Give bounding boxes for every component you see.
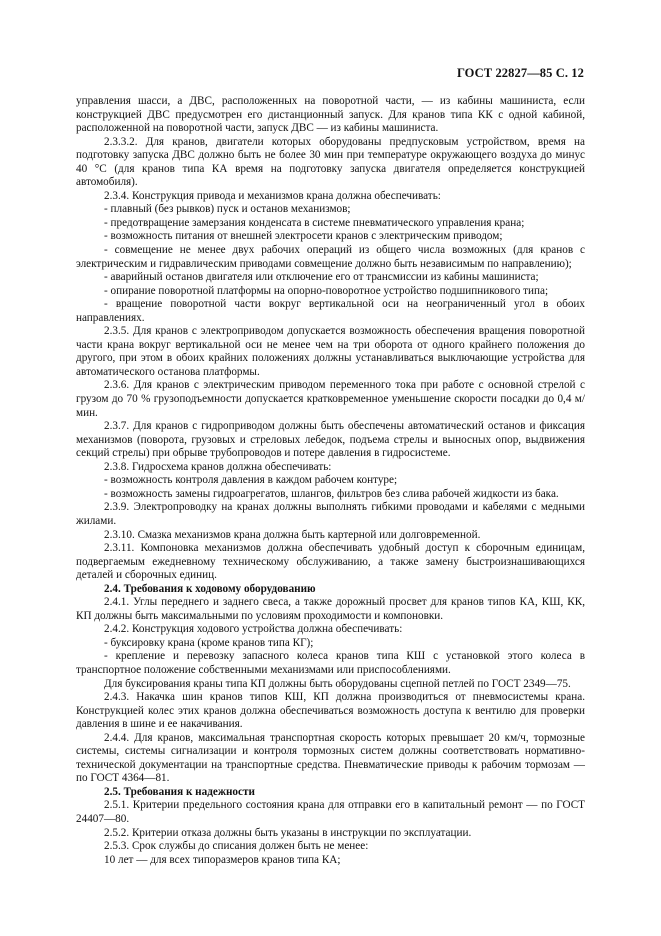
paragraph: управления шасси, а ДВС, расположенных на поворотной части, — из кабины машиниста, если конструкцией ДВС предусмотрен его дистанционный запуск. Для кранов типа КК с одной кабиной, расположенной на поворотной части, запуск ДВС — из кабины машиниста.	[76, 95, 585, 135]
list-item: - предотвращение замерзания конденсата в системе пневматического управления крана;	[104, 216, 525, 229]
paragraph: 2.3.4. Конструкция привода и механизмов крана должна обеспечивать:	[104, 189, 441, 202]
list-item: - аварийный останов двигателя или отключение его от трансмиссии из кабины машиниста;	[104, 271, 539, 284]
paragraph: 2.4.1. Углы переднего и заднего свеса, а также дорожный просвет для кранов типов КА, КШ, КК, КП должны быть максимальными по условиям проходимости и компоновки.	[76, 596, 585, 622]
paragraph: 2.3.3.2. Для кранов, двигатели которых оборудованы предпусковым устройством, время на подготовку запуска ДВС должно быть не более 30 мин при температуре окружающего воздуха до минус 40 °С (для кранов типа КА время на подготовку запуска двигателя определяется конструкцией автомобиля).	[76, 135, 585, 189]
list-item: - совмещение не менее двух рабочих операций из общего числа возможных (для кранов с электрическим и гидравлическим приводами совмещение должно быть независимым по направлению);	[76, 244, 585, 270]
paragraph: 2.3.10. Смазка механизмов крана должна быть картерной или долговременной.	[104, 528, 481, 541]
paragraph: 2.3.8. Гидросхема кранов должна обеспечивать:	[104, 460, 332, 473]
paragraph: Для буксирования краны типа КП должны быть оборудованы сцепной петлей по ГОСТ 2349—75.	[104, 677, 571, 690]
list-item: - возможность питания от внешней электросети кранов с электрическим приводом;	[104, 230, 503, 243]
section-heading: 2.4. Требования к ходовому оборудованию	[104, 582, 316, 595]
paragraph: 2.4.3. Накачка шин кранов типов КШ, КП должна производиться от пневмосистемы крана. Конструкцией колес этих кранов должна обеспечиваться возможность доступа к вентилю для проверки давления в шине и ее накачивания.	[76, 691, 585, 731]
paragraph: 2.5.2. Критерии отказа должны быть указаны в инструкции по эксплуатации.	[104, 826, 472, 839]
paragraph: 2.4.2. Конструкция ходового устройства должна обеспечивать:	[104, 623, 403, 636]
paragraph: 2.5.3. Срок службы до списания должен быть не менее:	[104, 840, 369, 853]
list-item: - буксировку крана (кроме кранов типа КГ);	[104, 636, 314, 649]
list-item: - плавный (без рывков) пуск и останов механизмов;	[104, 203, 351, 216]
paragraph: 2.4.4. Для кранов, максимальная транспортная скорость которых превышает 20 км/ч, тормозные системы, системы сигнализации и контроля тормозных систем должны соответствовать нормативно-технической документации на транспортные средства. Пневматические приводы к рабочим тормозам — по ГОСТ 4364—81.	[76, 731, 585, 785]
paragraph: 2.3.5. Для кранов с электроприводом допускается возможность обеспечения вращения поворотной части крана вокруг вертикальной оси не менее чем на три оборота от одного крайнего положения до другого, при этом в обоих крайних положениях должны устанавливаться выключающие устройства для автоматического останова платформы.	[76, 325, 585, 378]
list-item: - вращение поворотной части вокруг вертикальной оси на неограниченный угол в обоих направлениях.	[76, 298, 585, 324]
list-item: - возможность контроля давления в каждом рабочем контуре;	[104, 474, 398, 487]
page-header: ГОСТ 22827—85 С. 12	[456, 66, 584, 80]
paragraph: 2.3.6. Для кранов с электрическим приводом переменного тока при работе с основной стрелой с грузом до 70 % грузоподъемности допускается кратковременное уменьшение скорости посадки до 0,4 м/мин.	[76, 379, 585, 419]
paragraph: 2.3.9. Электропроводку на кранах должны выполнять гибкими проводами и кабелями с медными жилами.	[76, 501, 585, 527]
document-body	[76, 95, 585, 867]
list-item: - опирание поворотной платформы на опорно-поворотное устройство подшипникового типа;	[104, 284, 549, 297]
list-item: - возможность замены гидроагрегатов, шлангов, фильтров без слива рабочей жидкости из бака.	[104, 487, 559, 500]
paragraph: 2.3.7. Для кранов с гидроприводом должны быть обеспечены автоматический останов и фиксация механизмов (поворота, грузовых и стреловых лебедок, подъема стрелы и выносных опор, выдвижения секций стрелы) при обрыве трубопроводов и потере давления в гидросистеме.	[76, 420, 585, 460]
paragraph: 2.5.1. Критерии предельного состояния крана для отправки его в капитальный ремонт — по ГОСТ 24407—80.	[76, 799, 585, 825]
paragraph: 2.3.11. Компоновка механизмов должна обеспечивать удобный доступ к сборочным единицам, подвергаемым ежедневному техническому обслуживанию, а также замену быстроизнашивающихся деталей и сборочных единиц.	[76, 542, 585, 582]
section-heading: 2.5. Требования к надежности	[104, 785, 255, 798]
paragraph: 10 лет — для всех типоразмеров кранов типа КА;	[104, 853, 341, 866]
list-item: - крепление и перевозку запасного колеса кранов типа КШ с установкой этого колеса в транспортное положение собственными механизмами или приспособлениями.	[76, 650, 585, 676]
